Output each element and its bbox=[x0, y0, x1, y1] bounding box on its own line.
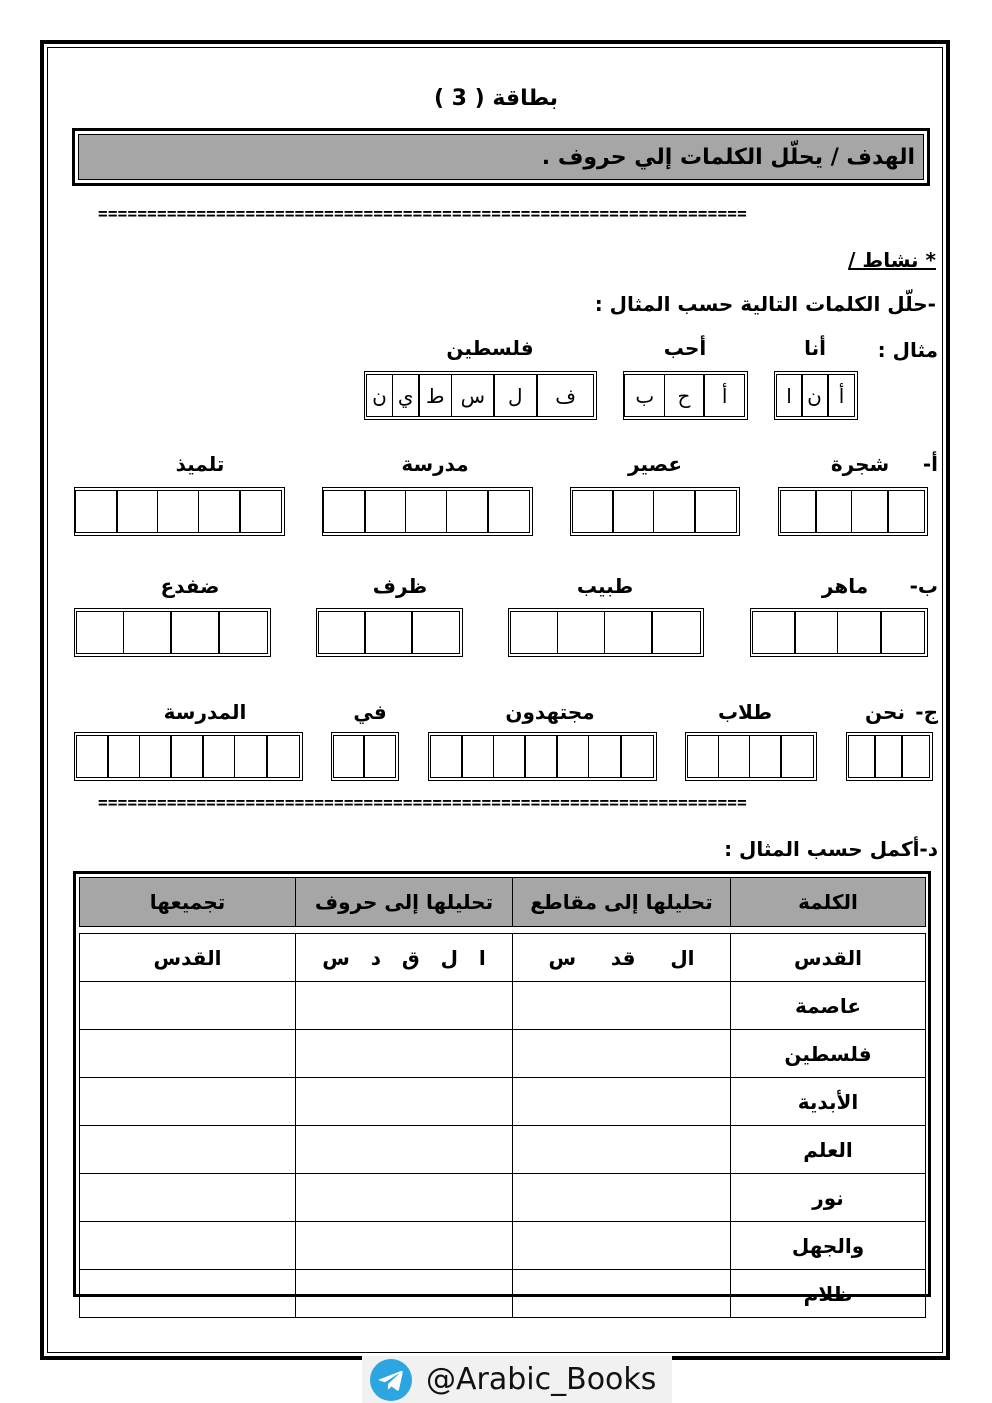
word-cell: القدس bbox=[731, 934, 926, 982]
example-word-1: أنا bbox=[804, 336, 826, 360]
letters-cell: ا ل ق د س bbox=[296, 934, 513, 982]
row-a-label: أ- bbox=[922, 452, 938, 476]
word-label: ماهر bbox=[821, 574, 869, 598]
answer-boxes[interactable] bbox=[685, 732, 817, 781]
word-label: ظرف bbox=[372, 574, 428, 598]
example-word-3: فلسطين bbox=[446, 336, 534, 360]
letter-cell: ن bbox=[801, 374, 828, 417]
example-label: مثال : bbox=[877, 338, 938, 362]
letter-cell: ن bbox=[366, 374, 394, 417]
table-row bbox=[80, 934, 926, 982]
letter-cell: ط bbox=[418, 374, 452, 417]
header-letters: تحليلها إلى حروف bbox=[296, 878, 513, 927]
syllables-cell: ال قد س bbox=[513, 934, 731, 982]
word-label: المدرسة bbox=[163, 700, 247, 724]
word-label: في bbox=[353, 700, 387, 724]
word-cell: الأبدية bbox=[731, 1078, 926, 1126]
word-cell: نور bbox=[731, 1174, 926, 1222]
letter-cell: أ bbox=[704, 374, 745, 417]
separator-line: ================================================================== bbox=[98, 793, 747, 812]
answer-boxes[interactable] bbox=[316, 608, 463, 657]
answer-boxes[interactable] bbox=[331, 732, 399, 781]
word-cell: والجهل bbox=[731, 1222, 926, 1270]
activity-instruction: -حلّل الكلمات التالية حسب المثال : bbox=[594, 292, 936, 316]
word-label: شجرة bbox=[830, 452, 890, 476]
word-cell: فلسطين bbox=[731, 1030, 926, 1078]
word-label: مجتهدون bbox=[505, 700, 595, 724]
answer-boxes[interactable] bbox=[508, 608, 704, 657]
answer-boxes[interactable] bbox=[428, 732, 657, 781]
answer-boxes[interactable] bbox=[778, 487, 928, 536]
letter-cell: ب bbox=[624, 374, 665, 417]
letter-cell: ا bbox=[776, 374, 803, 417]
letter-cell: س bbox=[451, 374, 495, 417]
row-b-label: ب- bbox=[909, 574, 938, 598]
letter-cell: ل bbox=[493, 374, 537, 417]
word-cell: ظلام bbox=[731, 1270, 926, 1318]
word-label: طلاب bbox=[717, 700, 773, 724]
activity-heading: * نشاط / bbox=[848, 248, 936, 272]
answer-boxes[interactable] bbox=[74, 732, 303, 781]
analysis-table bbox=[73, 871, 931, 1306]
letter-cell: أ bbox=[828, 374, 855, 417]
goal-text: الهدف / يحلّل الكلمات إلي حروف . bbox=[541, 144, 915, 170]
word-label: نحن bbox=[865, 700, 905, 724]
example-boxes-1 bbox=[774, 371, 858, 420]
word-cell: عاصمة bbox=[731, 982, 926, 1030]
answer-boxes[interactable] bbox=[322, 487, 533, 536]
answer-boxes[interactable] bbox=[750, 608, 928, 657]
table-row bbox=[80, 1174, 926, 1222]
example-boxes-2 bbox=[623, 371, 748, 420]
header-assembly: تجميعها bbox=[80, 878, 296, 927]
letter-cell: ف bbox=[537, 374, 594, 417]
table-row bbox=[80, 1030, 926, 1078]
answer-boxes[interactable] bbox=[74, 608, 271, 657]
answer-boxes[interactable] bbox=[570, 487, 740, 536]
letter-cell: ي bbox=[392, 374, 420, 417]
complete-instruction: د-أكمل حسب المثال : bbox=[724, 837, 938, 861]
answer-boxes[interactable] bbox=[846, 732, 933, 781]
word-cell: العلم bbox=[731, 1126, 926, 1174]
example-word-2: أحب bbox=[663, 336, 707, 360]
row-c-label: ج- bbox=[915, 700, 938, 724]
word-label: مدرسة bbox=[401, 452, 469, 476]
word-label: عصير bbox=[628, 452, 682, 476]
assembly-cell: القدس bbox=[80, 934, 296, 982]
footer-watermark[interactable] bbox=[362, 1356, 672, 1403]
word-label: تلميذ bbox=[175, 452, 225, 476]
table-row bbox=[80, 1222, 926, 1270]
card-title: بطاقة ( 3 ) bbox=[433, 86, 559, 111]
telegram-icon bbox=[364, 1358, 418, 1402]
word-label: ضفدع bbox=[160, 574, 220, 598]
letter-cell: ح bbox=[664, 374, 705, 417]
table-row bbox=[80, 982, 926, 1030]
separator-line: ================================================================== bbox=[98, 204, 747, 223]
header-word: الكلمة bbox=[731, 878, 926, 927]
goal-banner bbox=[72, 128, 930, 186]
table-row bbox=[80, 1078, 926, 1126]
table-row bbox=[80, 1126, 926, 1174]
word-label: طبيب bbox=[576, 574, 634, 598]
example-boxes-3 bbox=[364, 371, 597, 420]
channel-handle: @Arabic_Books bbox=[426, 1362, 657, 1397]
header-syllables: تحليلها إلى مقاطع bbox=[513, 878, 731, 927]
answer-boxes[interactable] bbox=[74, 487, 285, 536]
table-row bbox=[80, 1270, 926, 1318]
